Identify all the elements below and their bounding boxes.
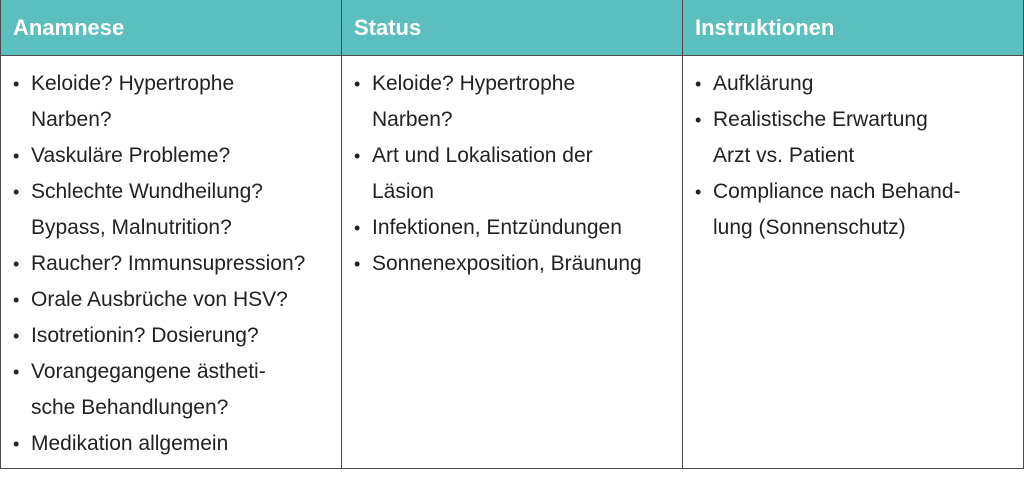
list-item [354, 210, 674, 246]
header-row [1, 0, 1024, 56]
list-item: • Keloide? Hypertrophe Narben? [354, 66, 674, 138]
bullet-icon: • [354, 218, 361, 238]
list-item-text: Infektionen, Entzündungen [372, 216, 622, 239]
list-item [13, 282, 333, 318]
list-item [354, 246, 674, 282]
list-item-text: Isotretionin? Dosierung? [31, 324, 259, 347]
bullet-icon: • [354, 146, 361, 166]
list-item-text: Raucher? Immunsupression? [31, 252, 306, 275]
list-item: • Realistische Erwartung Arzt vs. Patient [695, 102, 1015, 174]
header-anamnese: Anamnese [1, 0, 342, 56]
bullet-icon: • [354, 74, 361, 94]
bullet-icon: • [13, 326, 20, 346]
list-item: • Art und Lokalisation der Läsion [354, 138, 674, 210]
bullet-icon: • [13, 254, 20, 274]
content-row [1, 56, 1024, 469]
list-item: • Schlechte Wundheilung? Bypass, Malnutrition? [13, 174, 333, 246]
anamnese-list [13, 66, 333, 462]
list-item-text: Sonnenexposition, Bräunung [372, 252, 642, 275]
list-item: • Vorangegangene ästheti- sche Behandlungen? [13, 354, 333, 426]
bullet-icon: • [354, 254, 361, 274]
list-item: • Compliance nach Behand- lung (Sonnenschutz) [695, 174, 1015, 246]
list-item [13, 138, 333, 174]
anamnese-cell [1, 56, 342, 469]
header-instruktionen: Instruktionen [683, 0, 1024, 56]
instruktionen-list [695, 66, 1015, 246]
bullet-icon: • [13, 74, 20, 94]
status-cell [342, 56, 683, 469]
list-item-text: Vaskuläre Probleme? [31, 144, 231, 167]
bullet-icon: • [13, 182, 20, 202]
bullet-icon: • [13, 290, 20, 310]
list-item-text: Aufklärung [713, 72, 814, 95]
bullet-icon: • [13, 434, 20, 454]
list-item [13, 318, 333, 354]
bullet-icon: • [13, 146, 20, 166]
list-item-text: Medikation allgemein [31, 432, 229, 455]
bullet-icon: • [695, 110, 702, 130]
list-item [695, 66, 1015, 102]
list-item: • Keloide? Hypertrophe Narben? [13, 66, 333, 138]
list-item-text: Orale Ausbrüche von HSV? [31, 288, 288, 311]
bullet-icon: • [695, 182, 702, 202]
header-status: Status [342, 0, 683, 56]
instruktionen-cell [683, 56, 1024, 469]
list-item [13, 426, 333, 462]
list-item [13, 246, 333, 282]
status-list [354, 66, 674, 282]
bullet-icon: • [13, 362, 20, 382]
bullet-icon: • [695, 74, 702, 94]
